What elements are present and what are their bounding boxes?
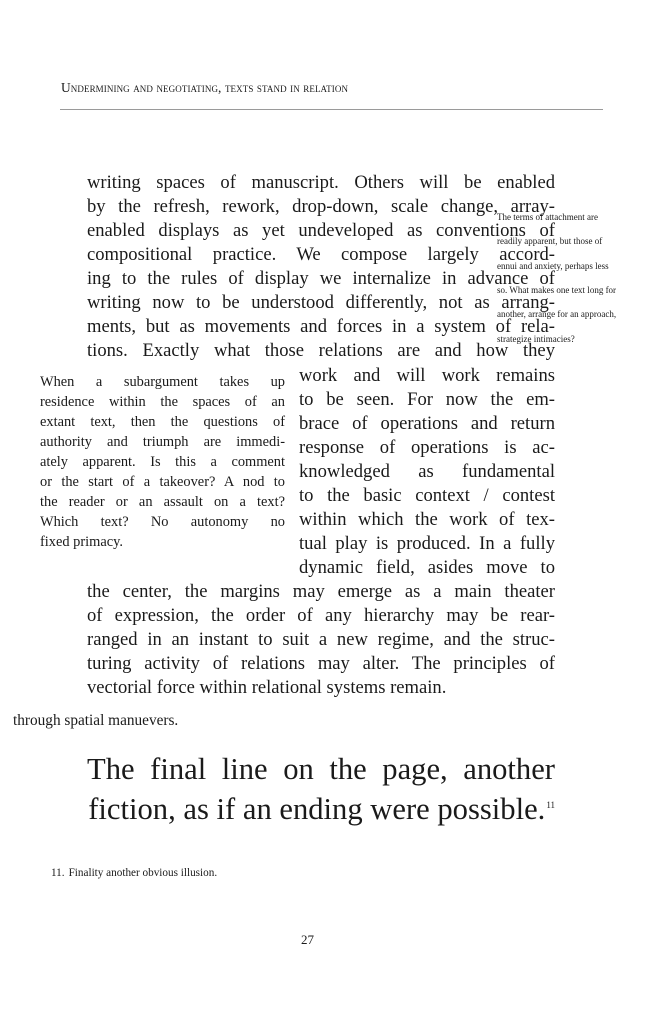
main-text-line: of expression, the order of any hierarchy may be rear-: [87, 605, 555, 626]
main-text-line: ranged in an instant to suit a new regime, and the struc-: [87, 629, 555, 650]
main-text-line: writing now to be understood differently, not as arrang-: [87, 292, 555, 313]
footnote-number: 11.: [51, 867, 65, 879]
left-gloss-line: residence within the spaces of an: [40, 394, 285, 410]
overlap-gloss-line: The terms of attachment are: [497, 212, 598, 222]
main-text-line: writing spaces of manuscript. Others will be enabled: [87, 172, 555, 193]
header-rule: [60, 109, 603, 110]
main-text-line: compositional practice. We compose largely accord-: [87, 244, 555, 265]
left-gloss-line: ately apparent. Is this a comment: [40, 454, 285, 470]
main-text-line: ments, but as movements and forces in a system of rela-: [87, 316, 555, 337]
overlap-gloss-line: readily apparent, but those of: [497, 236, 603, 246]
left-gloss-line: When a subargument takes up: [40, 374, 285, 390]
main-text-line: by the refresh, rework, drop-down, scale change, array-: [87, 196, 555, 217]
outside-margin-line: through spatial manuevers.: [13, 712, 179, 729]
main-text-line: response of operations is ac-: [299, 437, 555, 458]
main-text-line: enabled displays as yet undeveloped as conventions of: [87, 220, 555, 241]
overlap-gloss-line: another, arrange for an approach,: [497, 309, 617, 319]
left-gloss-line: the reader or an assault on a text?: [40, 494, 285, 510]
main-text-line: vectorial force within relational systems remain.: [87, 677, 447, 698]
main-text-line: dynamic field, asides move to: [299, 557, 555, 578]
main-text-line: brace of operations and return: [299, 413, 555, 434]
left-gloss-line: or the start of a takeover? A nod to: [40, 474, 285, 490]
running-header: Undermining and negotiating, texts stand in relation: [61, 80, 349, 95]
footnote: [51, 865, 217, 881]
overlap-gloss-line: so. What makes one text long for: [497, 285, 617, 295]
main-text-line: tions. Exactly what those relations are and how they: [87, 340, 555, 361]
main-text-line: the center, the margins may emerge as a main theater: [87, 581, 555, 602]
final-line-text-with-mark: [87, 788, 555, 827]
overlap-gloss-line: strategize intimacies?: [497, 334, 575, 344]
main-text-line: to be seen. For now the em-: [299, 389, 555, 410]
left-gloss-line: Which text? No autonomy no: [40, 514, 285, 530]
left-gloss-line: authority and triumph are immedi-: [40, 434, 285, 450]
final-line-text: The final line on the page, another: [87, 752, 555, 786]
footnote-marker: 11: [546, 800, 555, 810]
overlap-gloss-line: ennui and anxiety, perhaps less: [497, 261, 609, 271]
left-gloss-line: fixed primacy.: [40, 534, 123, 550]
main-text-line: within which the work of tex-: [299, 509, 555, 530]
main-text-line: tual play is produced. In a fully: [299, 533, 555, 554]
main-text-line: turing activity of relations may alter. The principles of: [87, 653, 555, 674]
page-number: 27: [301, 932, 314, 947]
footnote-text: Finality another obvious illusion.: [68, 867, 218, 879]
main-text-line: work and will work remains: [299, 365, 555, 386]
main-text-line: to the basic context / contest: [299, 485, 555, 506]
main-text-line: knowledged as fundamental: [299, 461, 555, 482]
final-line-text: fiction, as if an ending were possible.: [88, 792, 546, 827]
left-gloss-line: extant text, then the questions of: [40, 414, 285, 430]
main-text-line: ing to the rules of display we internalize in advance of: [87, 268, 555, 289]
